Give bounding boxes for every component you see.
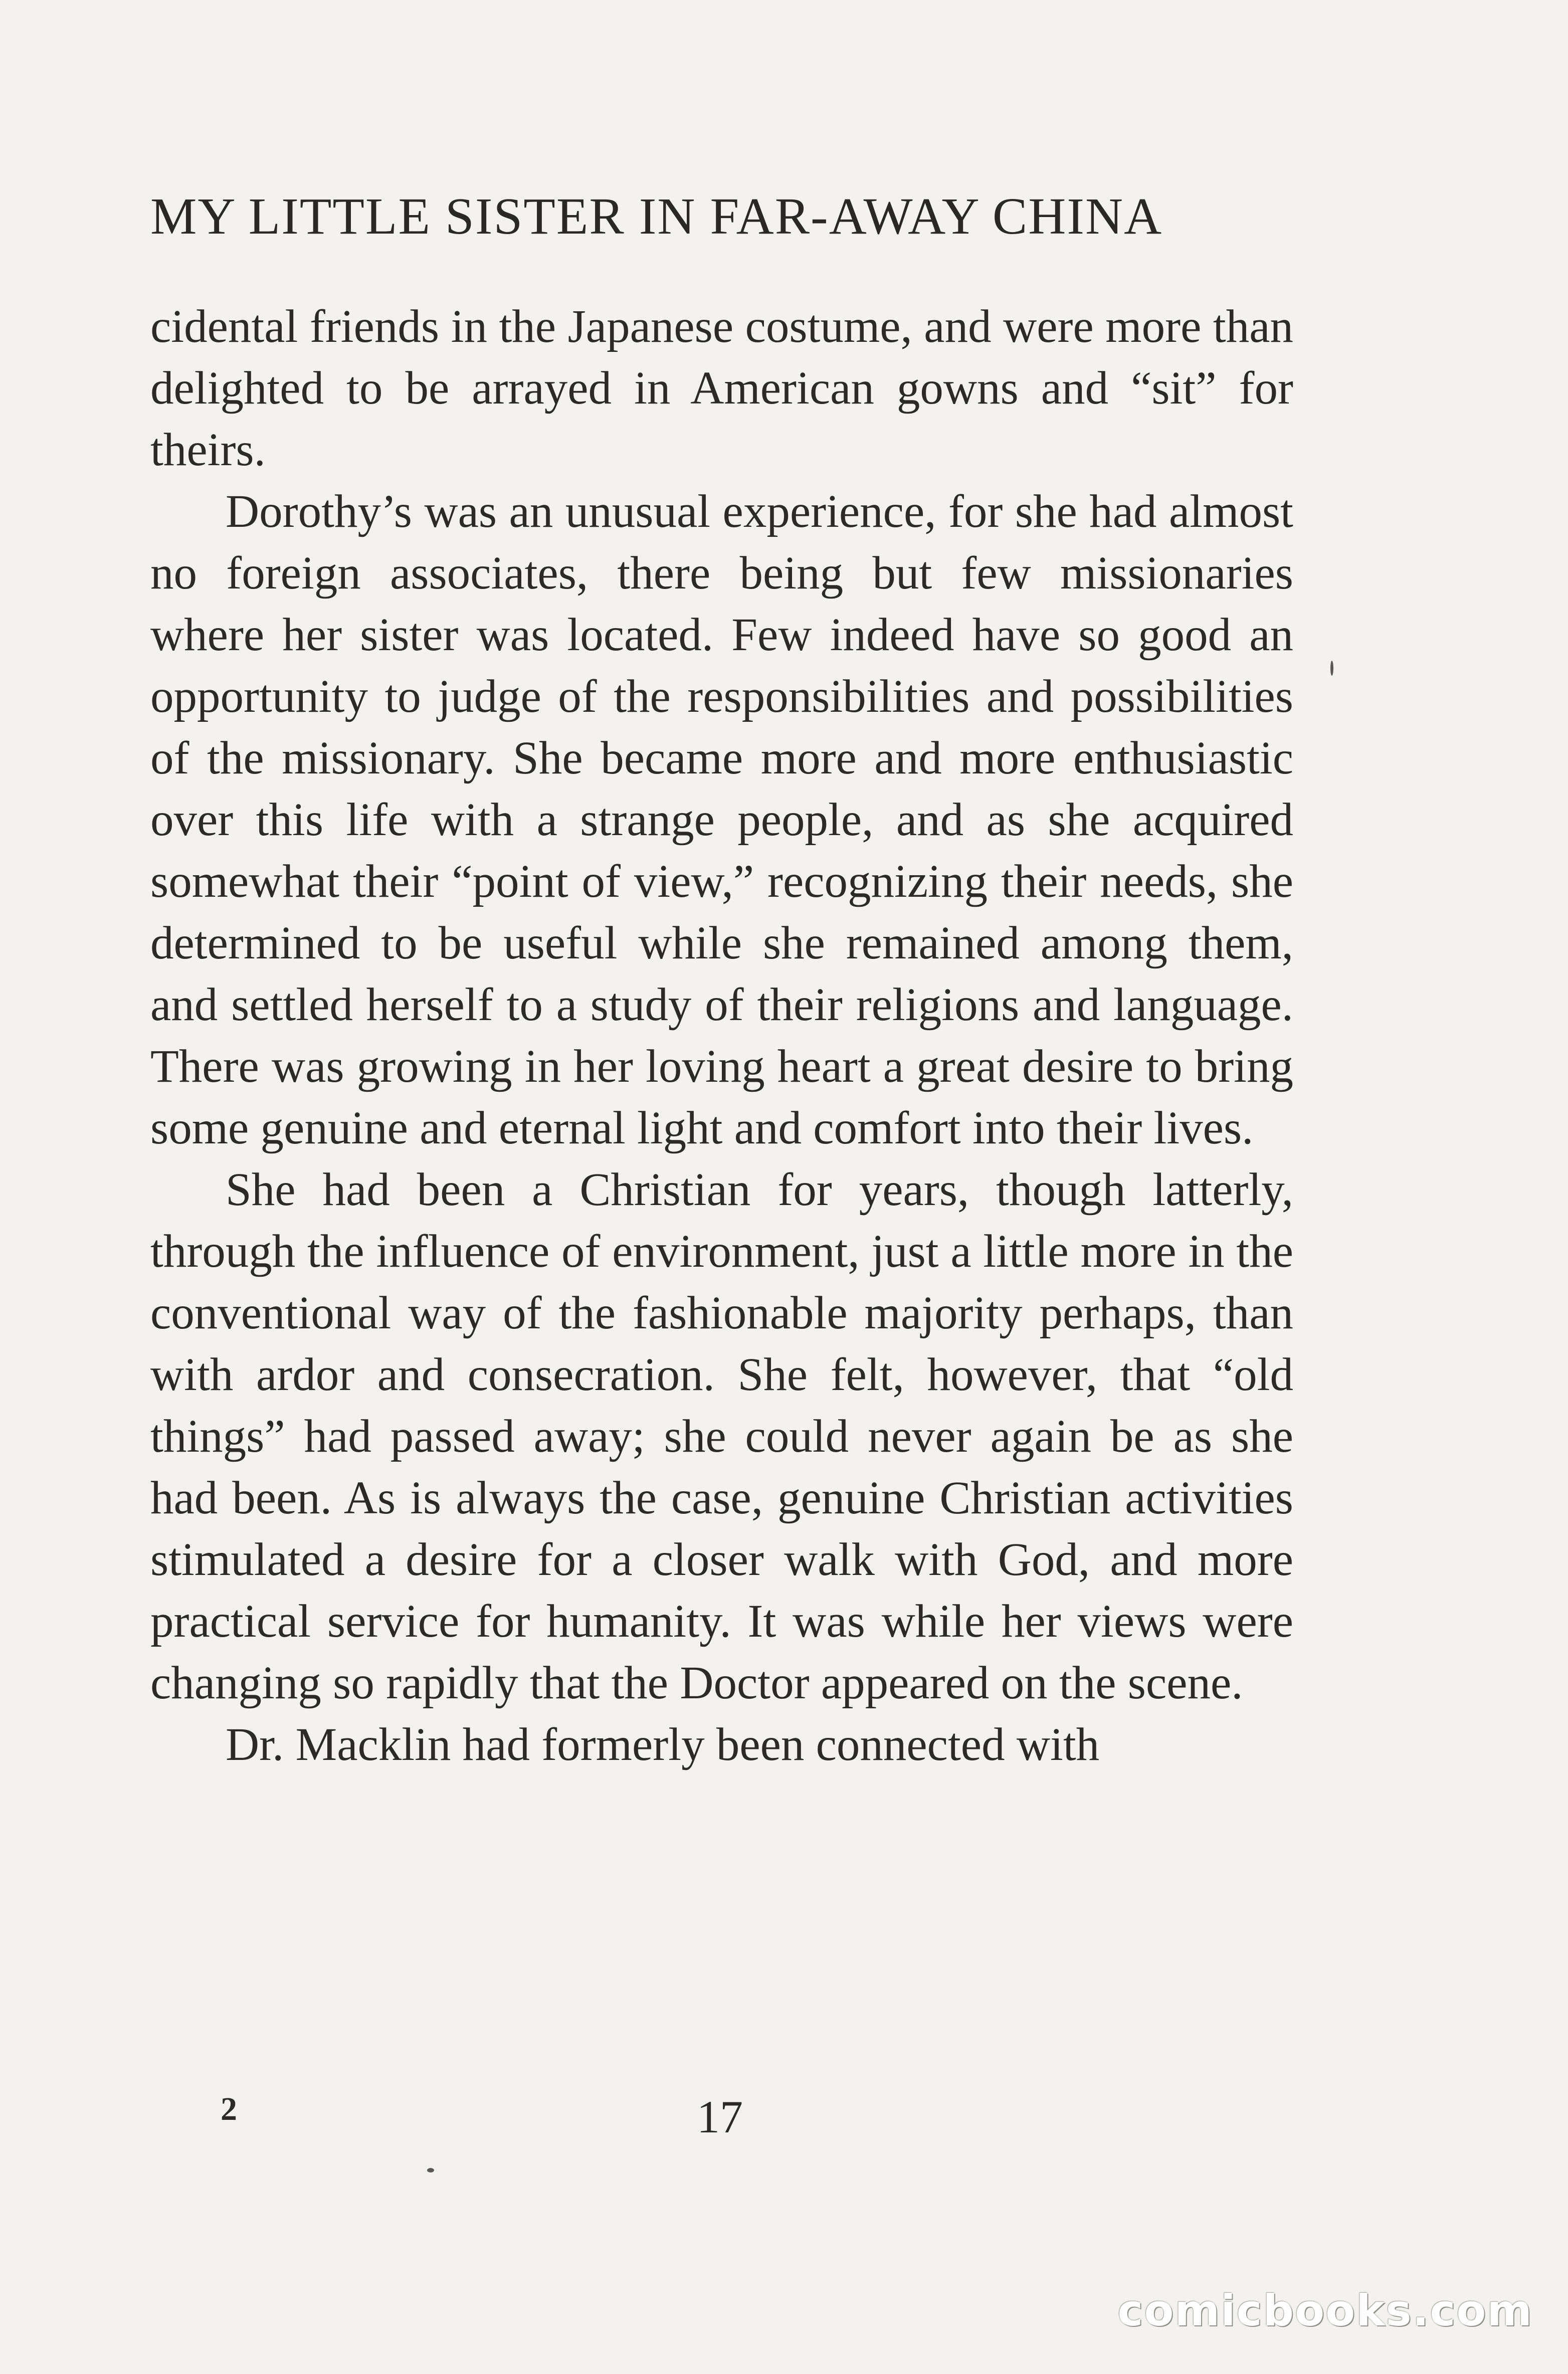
paragraph-continued: cidental friends in the Japanese costume, and were more than delighted to be arrayed in American gowns and “sit” for theirs. xyxy=(150,301,1293,476)
watermark-logo: comicbooks.com xyxy=(1117,2286,1533,2336)
signature-mark: 2 xyxy=(221,2091,237,2127)
paper-speck xyxy=(1330,661,1333,676)
paragraph-dorothy-experience: Dorothy’s was an unusual experience, for she had almost no foreign associates, there being but few missionaries where her sister was located. Few indeed have so good an opportunity to judge of the responsibilities and possibilities of the missionary. She became more and more enthusiastic over this life with a strange people, and as she acquired somewhat their “point of view,” recognizing their needs, she determined to be useful while she remained among them, and settled herself to a study of their religions and language. There was growing in her loving heart a great desire to bring some genuine and eternal light and comfort into their lives. xyxy=(150,486,1293,1154)
page-number: 17 xyxy=(697,2091,743,2142)
paper-speck xyxy=(427,2168,434,2172)
paragraph-christian-years: She had been a Christian for years, though latterly, through the influence of environment, just a little more in the conventional way of the fashionable majority perhaps, than with ardor and consecration. She felt, however, that “old things” had passed away; she could never again be as she had been. As is always the case, genuine Christian activities stimulated a desire for a closer walk with God, and more practical service for humanity. It was while her views were changing so rapidly that the Doctor appeared on the scene. xyxy=(150,1164,1293,1709)
running-head-title: MY LITTLE SISTER IN FAR-AWAY CHINA xyxy=(150,187,1163,245)
body-text xyxy=(150,296,1293,1775)
paragraph-dr-macklin: Dr. Macklin had formerly been connected with xyxy=(226,1719,1100,1770)
